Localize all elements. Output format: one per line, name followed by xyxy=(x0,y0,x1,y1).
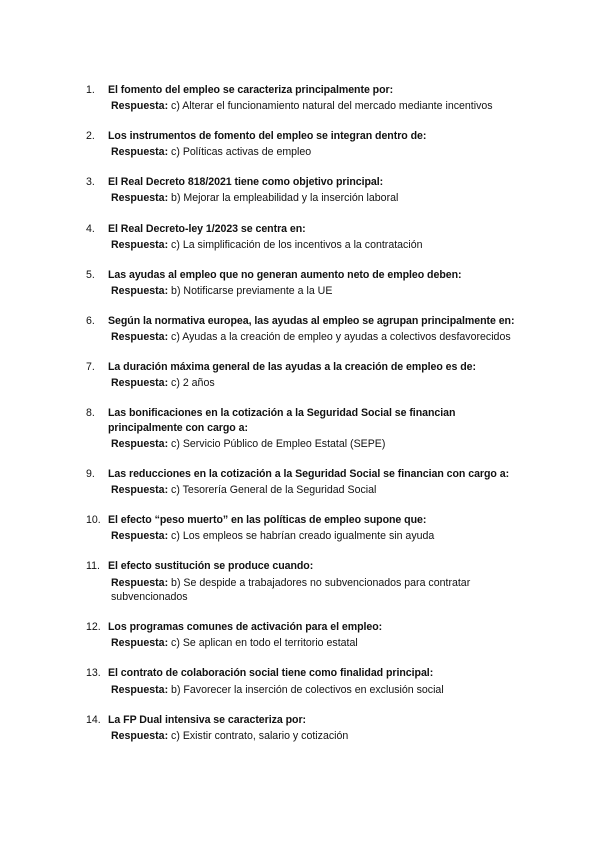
answer-text: c) Tesorería General de la Seguridad Social xyxy=(168,484,377,497)
answer-text: c) Se aplican en todo el territorio estatal xyxy=(168,637,358,650)
answer-text: c) Los empleos se habrían creado igualmente sin ayuda xyxy=(168,530,435,543)
answer-text: b) Se despide a trabajadores no subvencionados para contratar subvencionados xyxy=(111,576,471,604)
question-text: Según la normativa europea, las ayudas al empleo se agrupan principalmente en: xyxy=(108,314,515,327)
list-item xyxy=(86,129,526,160)
question-text: El efecto “peso muerto” en las políticas de empleo supone que: xyxy=(108,514,427,527)
answer-label: Respuesta: xyxy=(111,438,169,450)
item-number: 12. xyxy=(86,621,101,634)
item-number: 6. xyxy=(86,314,95,327)
answer-label: Respuesta: xyxy=(111,484,169,497)
answer-label: Respuesta: xyxy=(111,530,169,543)
item-number: 7. xyxy=(86,361,95,374)
list-item xyxy=(86,314,526,345)
answer-line xyxy=(108,284,526,299)
item-number: 5. xyxy=(86,268,95,281)
item-number: 9. xyxy=(86,468,95,481)
answer-line xyxy=(108,683,526,698)
answer-line xyxy=(108,529,526,544)
question-text: La duración máxima general de las ayudas a la creación de empleo es de: xyxy=(108,361,476,374)
answer-line xyxy=(108,238,526,253)
list-item xyxy=(86,713,526,744)
answer-label: Respuesta: xyxy=(111,576,169,589)
answer-line xyxy=(108,729,526,744)
question-list xyxy=(86,83,526,759)
list-item xyxy=(86,666,526,697)
list-item xyxy=(86,559,526,604)
answer-text: b) Favorecer la inserción de colectivos en exclusión social xyxy=(168,683,444,696)
list-item xyxy=(86,268,526,299)
answer-text: c) Servicio Público de Empleo Estatal (SEPE) xyxy=(168,438,386,450)
answer-text: b) Mejorar la empleabilidad y la inserción laboral xyxy=(168,192,399,205)
question-text: El Real Decreto-ley 1/2023 se centra en: xyxy=(108,222,306,235)
question-text: El contrato de colaboración social tiene como finalidad principal: xyxy=(108,667,434,680)
answer-label: Respuesta: xyxy=(111,100,169,113)
answer-text: c) Alterar el funcionamiento natural del mercado mediante incentivos xyxy=(168,100,493,113)
answer-label: Respuesta: xyxy=(111,683,169,696)
question-text: Las reducciones en la cotización a la Seguridad Social se financian con cargo a: xyxy=(108,468,510,481)
question-text: Los instrumentos de fomento del empleo se integran dentro de: xyxy=(108,130,427,143)
answer-label: Respuesta: xyxy=(111,729,169,742)
answer-label: Respuesta: xyxy=(111,238,169,251)
item-number: 2. xyxy=(86,130,95,143)
answer-label: Respuesta: xyxy=(111,146,169,159)
answer-label: Respuesta: xyxy=(111,637,169,650)
answer-text: c) 2 años xyxy=(168,377,215,390)
answer-line xyxy=(108,330,526,345)
answer-line xyxy=(108,191,526,206)
list-item xyxy=(86,620,526,651)
question-text: La FP Dual intensiva se caracteriza por: xyxy=(108,713,306,726)
item-number: 4. xyxy=(86,222,95,235)
answer-label: Respuesta: xyxy=(111,192,169,205)
item-number: 3. xyxy=(86,176,95,189)
answer-line xyxy=(108,576,526,605)
answer-label: Respuesta: xyxy=(111,377,169,390)
question-text: El Real Decreto 818/2021 tiene como objetivo principal: xyxy=(108,176,384,189)
question-text: Las ayudas al empleo que no generan aumento neto de empleo deben: xyxy=(108,268,462,281)
answer-line xyxy=(108,636,526,651)
list-item xyxy=(86,175,526,206)
answer-line xyxy=(108,483,526,498)
question-text: Las bonificaciones en la cotización a la Seguridad Social se financian principalmente con cargo a: xyxy=(108,407,456,434)
list-item xyxy=(86,467,526,498)
answer-line xyxy=(108,145,526,160)
list-item xyxy=(86,360,526,391)
answer-text: c) Políticas activas de empleo xyxy=(168,146,312,159)
item-number: 14. xyxy=(86,713,101,726)
answer-text: b) Notificarse previamente a la UE xyxy=(168,284,333,297)
question-text: El efecto sustitución se produce cuando: xyxy=(108,560,314,573)
answer-line xyxy=(108,437,526,452)
item-number: 11. xyxy=(86,560,100,573)
answer-text: c) Existir contrato, salario y cotización xyxy=(168,729,349,742)
item-number: 13. xyxy=(86,667,101,680)
item-number: 10. xyxy=(86,514,101,527)
question-text: El fomento del empleo se caracteriza principalmente por: xyxy=(108,84,394,96)
answer-label: Respuesta: xyxy=(111,331,169,344)
answer-line xyxy=(108,376,526,391)
list-item xyxy=(86,222,526,253)
question-text: Los programas comunes de activación para el empleo: xyxy=(108,621,383,634)
answer-text: c) La simplificación de los incentivos a la contratación xyxy=(168,238,423,251)
list-item xyxy=(86,513,526,544)
list-item xyxy=(86,406,526,451)
item-number: 8. xyxy=(86,407,95,420)
answer-label: Respuesta: xyxy=(111,284,169,297)
answer-line xyxy=(108,99,526,114)
list-item xyxy=(86,83,526,114)
item-number: 1. xyxy=(86,84,95,96)
answer-text: c) Ayudas a la creación de empleo y ayudas a colectivos desfavorecidos xyxy=(168,331,511,344)
